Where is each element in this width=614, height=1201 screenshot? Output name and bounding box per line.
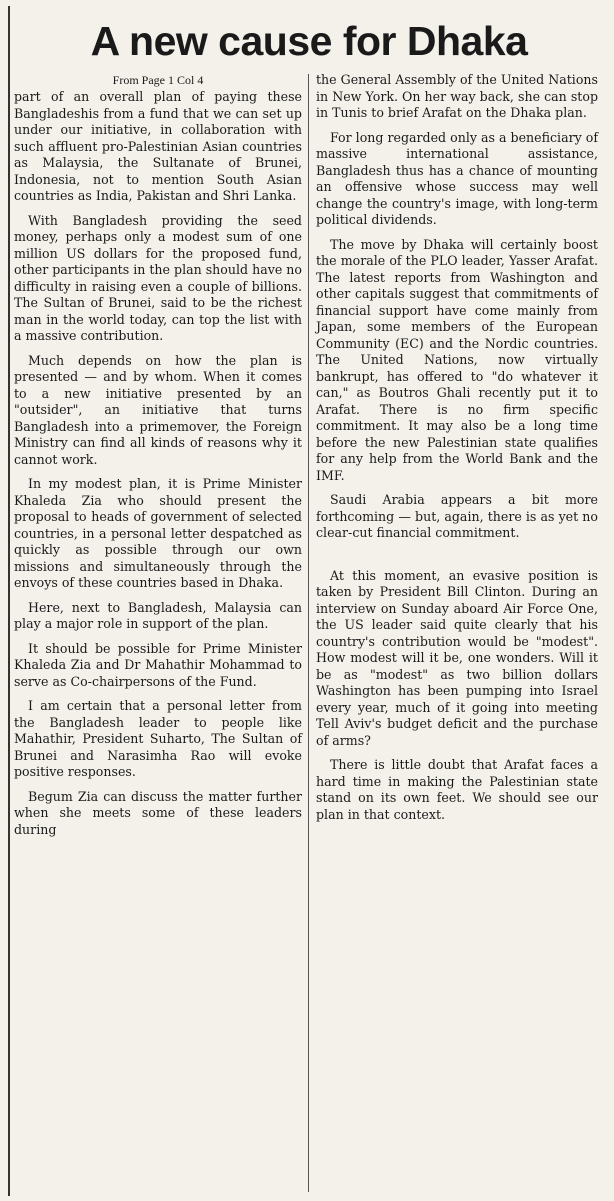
right-column [316, 72, 598, 831]
column-divider [308, 74, 309, 1192]
paragraph: Begum Zia can discuss the matter further when she meets some of these leaders during [14, 788, 302, 837]
headline: A new cause for Dhaka [90, 18, 528, 64]
paragraph: part of an overall plan of paying these Bangladeshis from a fund that we can set up under our initiative, in collaboration with such affluent pro-Palestinian Asian countries as Malaysia, the Sultanate of Brunei, Indonesia, not to mention South Asian countries as India, Pakistan and Shri Lanka. [14, 89, 302, 203]
paragraph: There is little doubt that Arafat faces a hard time in making the Palestinian state stand on its own feet. We should see our plan in that context. [316, 757, 598, 822]
section-gap [316, 550, 598, 568]
paragraph: In my modest plan, it is Prime Minister Khaleda Zia who should present the proposal to heads of government of selected countries, in a personal letter despatched as quickly as possible through our own missions and simultaneously through the envoys of these countries based in Dhaka. [14, 476, 302, 590]
paragraph: Here, next to Bangladesh, Malaysia can play a major role in support of the plan. [14, 599, 302, 631]
paragraph: At this moment, an evasive position is taken by President Bill Clinton. During an interview on Sunday aboard Air Force One, the US leader said quite clearly that his country's contribution would be "modest". How modest will it be, one wonders. Will it be as "modest" as two billion dollars Washington has been pumping into Israel every year, much of it going into meeting Tell Aviv's budget deficit and the purchase of arms? [316, 567, 598, 748]
paragraph: I am certain that a personal letter from the Bangladesh leader to people like Mahathir, President Suharto, The Sultan of Brunei and Narasimha Rao will evoke positive responses. [14, 698, 302, 779]
paragraph: Saudi Arabia appears a bit more forthcoming — but, again, there is as yet no clear-cut financial commitment. [316, 492, 598, 540]
paragraph: For long regarded only as a beneficiary of massive international assistance, Bangladesh thus has a chance of mounting an offensive whose success may well change the country's image, with long-term political dividends. [316, 129, 598, 227]
paragraph: Much depends on how the plan is presented — and by whom. When it comes to a new initiative presented by an "outsider", an initiative that turns Bangladesh into a primemover, the Foreign Ministry can find all kinds of reasons why it cannot work. [14, 352, 302, 467]
left-column [14, 72, 302, 846]
paragraph: It should be possible for Prime Minister Khaleda Zia and Dr Mahathir Mohammad to serve as Co-chairpersons of the Fund. [14, 640, 302, 689]
paragraph: The move by Dhaka will certainly boost the morale of the PLO leader, Yasser Arafat. The latest reports from Washington and other capitals suggest that commitments of financial support have come mainly from Japan, some members of the European Community (EC) and the Nordic countries. The United Nations, now virtually bankrupt, has offered to "do whatever it can," as Boutros Ghali recently put it to Arafat. There is no firm specific commitment. It may also be a long time before the new Palestinian state qualifies for any help from the World Bank and the IMF. [316, 236, 598, 483]
jump-line: From Page 1 Col 4 [112, 73, 204, 87]
paragraph: With Bangladesh providing the seed money, perhaps only a modest sum of one million US dollars for the proposed fund, other participants in the plan should have no difficulty in raising even a couple of billions. The Sultan of Brunei, said to be the richest man in the world today, can top the list with a massive contribution. [14, 212, 302, 343]
paragraph: the General Assembly of the United Nations in New York. On her way back, she can stop in Tunis to brief Arafat on the Dhaka plan. [316, 72, 598, 120]
